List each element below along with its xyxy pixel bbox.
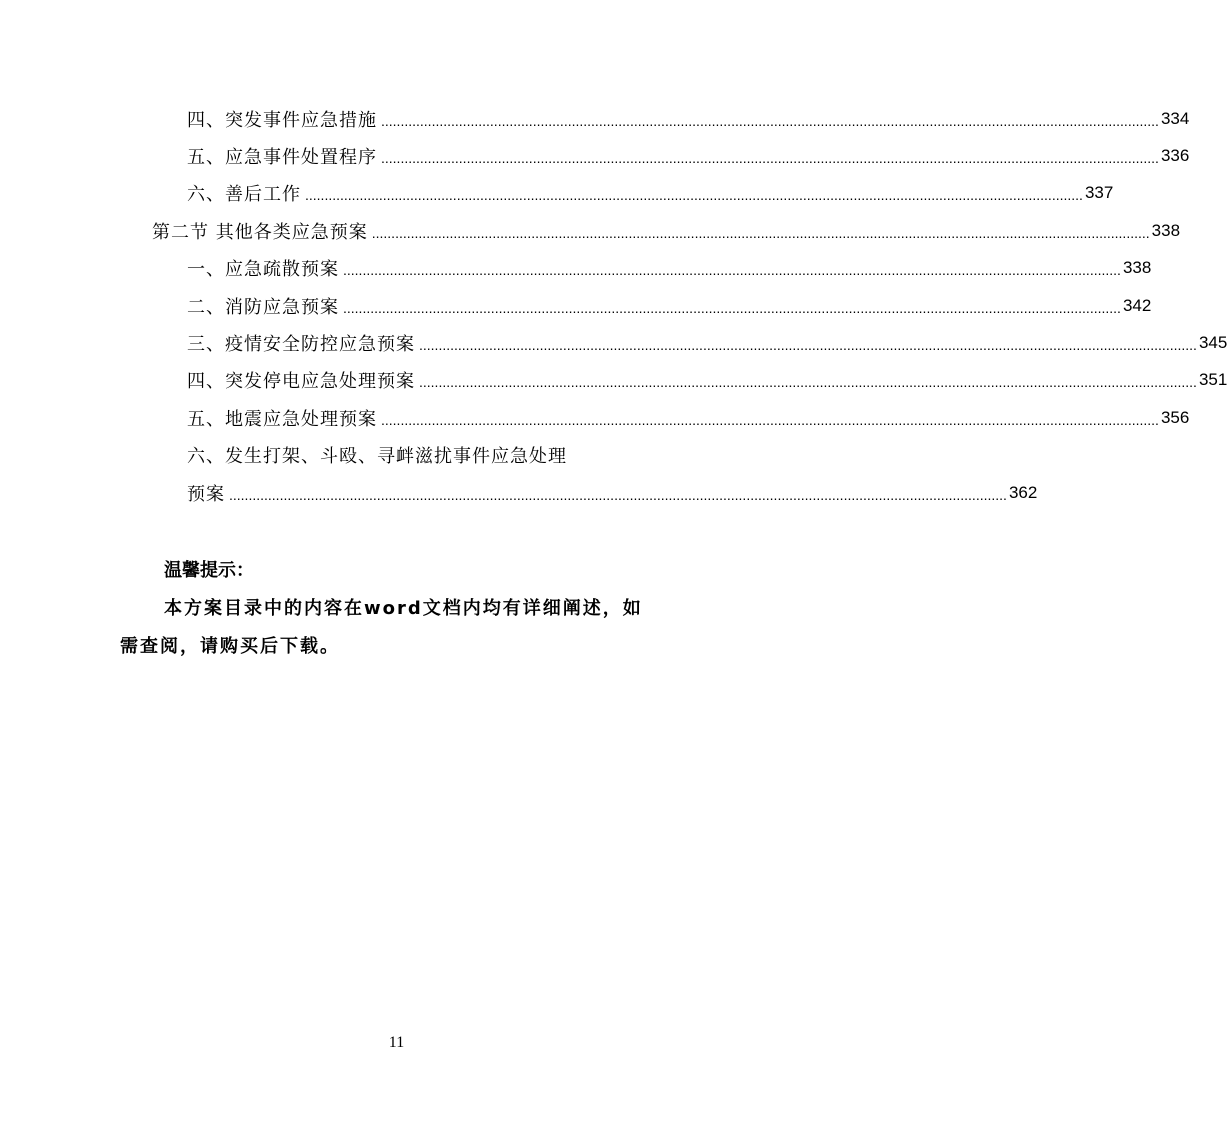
toc-entry-title: 五、地震应急处理预案 [187,408,377,430]
toc-entry-page-number: 334 [1160,108,1190,128]
toc-entry[interactable] [187,250,1152,287]
toc-entry-title: 二、消防应急预案 [187,296,339,318]
toc-leader-dots: ........................................................................................................................................................................................................ [305,187,1083,204]
toc-entry[interactable] [187,287,1152,324]
toc-entry-page-number: 345 [1198,332,1227,352]
toc-entry-title: 三、疫情安全防控应急预案 [187,333,415,355]
toc-leader-dots: ........................................................................................................................................................................................................ [381,411,1159,428]
toc-entry-title: 一、应急疏散预案 [187,259,339,281]
toc-leader-dots: ........................................................................................................................................................................................................ [343,262,1121,279]
toc-entry[interactable] [187,137,1190,174]
toc-entry-title: 预案 [187,483,225,505]
toc-entry-page-number: 336 [1160,145,1190,165]
tip-text-line-2: 需查阅，请购买后下载。 [120,636,340,657]
toc-entry[interactable] [187,100,1190,137]
toc-leader-dots: ........................................................................................................................................................................................................ [419,336,1197,353]
toc-entry[interactable] [187,399,1190,436]
toc-entry[interactable] [187,175,1114,212]
toc-entry-title: 第二节 其他各类应急预案 [152,221,368,243]
toc-entry-title: 五、应急事件处置程序 [187,146,377,168]
toc-entry-page-number: 362 [1008,482,1038,502]
toc-leader-dots: ........................................................................................................................................................................................................ [229,486,1007,503]
toc-entry-title: 六、善后工作 [187,184,301,206]
toc-leader-dots: ........................................................................................................................................................................................................ [419,374,1197,391]
tip-title: 温馨提示： [164,560,254,581]
toc-entry[interactable] [187,474,1038,511]
toc-leader-dots: ........................................................................................................................................................................................................ [343,299,1121,316]
toc-entry-title: 四、突发停电应急处理预案 [187,371,415,393]
toc-leader-dots: ........................................................................................................................................................................................................ [381,149,1159,166]
toc-entry-page-number: 337 [1084,183,1114,203]
toc-leader-dots: ........................................................................................................................................................................................................ [371,224,1150,241]
tip-text-line-1: 本方案目录中的内容在word文档内均有详细阐述，如 [164,598,643,619]
toc-entry-page-number: 338 [1122,258,1152,278]
toc-entry-title: 四、突发事件应急措施 [187,109,377,131]
page-number: 11 [388,1034,405,1051]
toc-entry-page-number: 351 [1198,370,1227,390]
toc-entry[interactable] [187,324,1227,361]
toc-entry-page-number: 342 [1122,295,1152,315]
toc-entry-title: 六、发生打架、斗殴、寻衅滋扰事件应急处理 [187,446,567,468]
toc-entry-page-number: 338 [1151,220,1181,240]
toc-entry-page-number: 356 [1160,407,1190,427]
toc-entry[interactable] [152,212,1181,249]
toc-entry[interactable] [187,437,567,474]
toc-entry[interactable] [187,362,1227,399]
toc-leader-dots: ........................................................................................................................................................................................................ [381,112,1159,129]
